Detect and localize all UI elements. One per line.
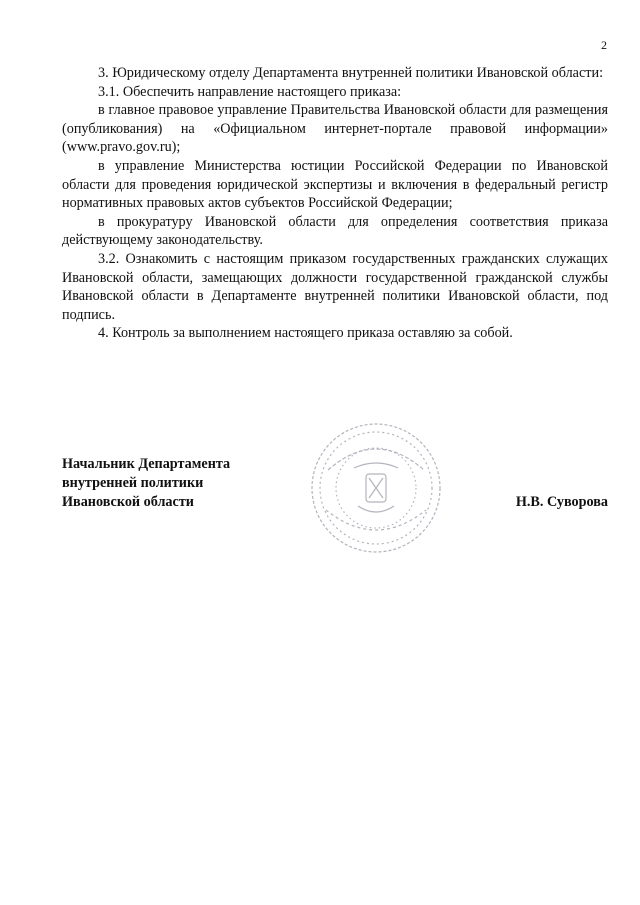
signer-position	[62, 455, 230, 512]
paragraph-4: 4. Контроль за выполнением настоящего приказа оставляю за собой.	[98, 325, 513, 342]
signer-position-line: Ивановской области	[62, 494, 194, 510]
order-body	[62, 64, 608, 343]
paragraph-3: 3. Юридическому отделу Департамента внутренней политики Ивановской области:	[98, 65, 604, 81]
signer-position-line: Начальник Департамента	[62, 456, 231, 472]
signer-position-line: внутренней политики	[62, 475, 204, 491]
paragraph-3-1-item-prosecutor: в прокуратуру Ивановской области для определения соответствия приказа действующему законодательству.	[62, 213, 608, 249]
paragraph-3-1-item-government: в главное правовое управление Правительства Ивановской области для размещения (опубликования) на «Официальном интернет-портале правовой информации» (www.pravo.gov.ru);	[62, 102, 608, 156]
paragraph-3-2: 3.2. Ознакомить с настоящим приказом государственных гражданских служащих Ивановской области, замещающих должности государственной гражданской службы Ивановской области в Департаменте внутренней политики Ивановской области, под подпись.	[62, 250, 608, 323]
paragraph-3-1: 3.1. Обеспечить направление настоящего приказа:	[98, 83, 402, 100]
page-number: 2	[601, 38, 607, 52]
official-stamp-icon	[306, 418, 446, 558]
signer-name: Н.В. Суворова	[515, 494, 608, 510]
paragraph-3-1-item-ministry: в управление Министерства юстиции Российской Федерации по Ивановской области для проведения юридической экспертизы и включения в федеральный регистр нормативных правовых актов субъектов Российской Федерации;	[62, 157, 608, 212]
